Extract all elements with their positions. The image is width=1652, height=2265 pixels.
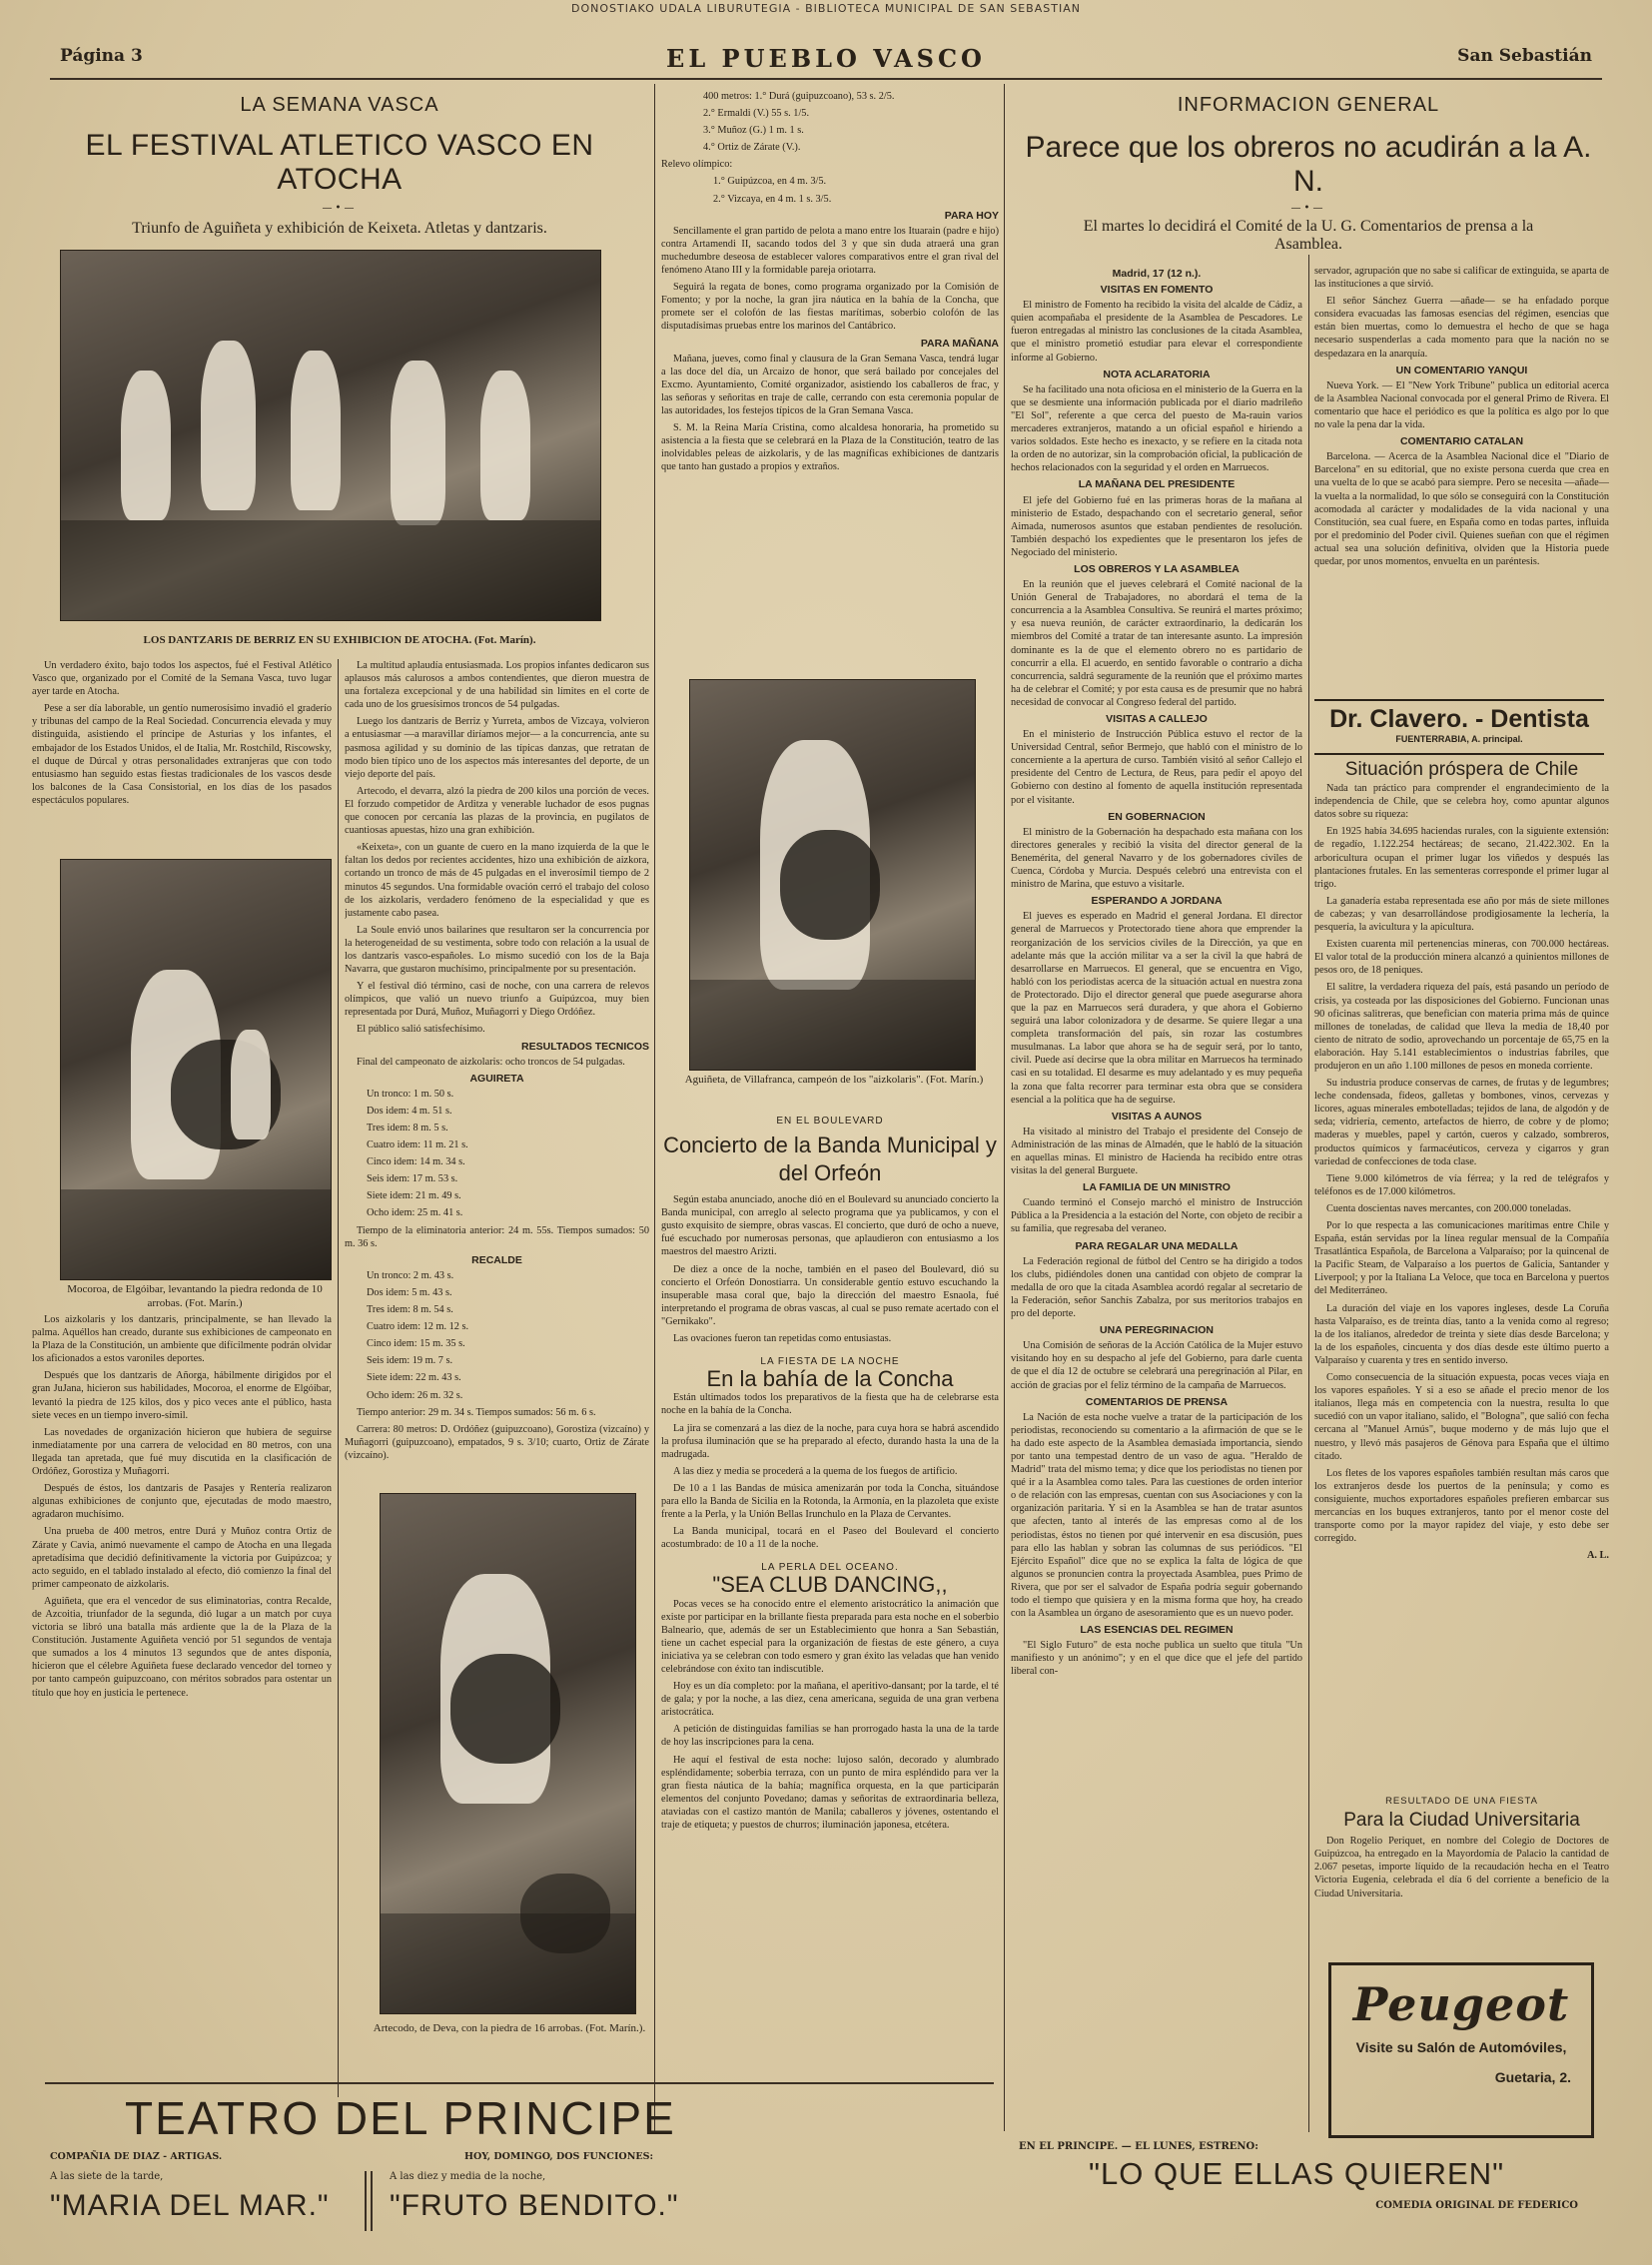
- para-manana: PARA MAÑANA: [920, 337, 999, 350]
- photo-caption: Mocoroa, de Elgóibar, levantando la piedra redonda de 10 arrobas. (Fot. Marín.): [67, 1283, 323, 1309]
- paragraph: Seguirá la regata de bones, como programa organizado por la Comisión de Fomento; y por la noche, la gran jira náutica en la bahía de la Concha, que promete ser el colofón de las fiestas marítimas, soberbio colofón de las disputadísimas pruebas entre los marinos del Cantábrico.: [661, 282, 999, 333]
- result-line: Dos idem: 5 m. 43 s.: [367, 1286, 452, 1298]
- paragraph: Pese a ser día laborable, un gentío numerosísimo invadió el graderío y tribunas del campo de la Real Sociedad. Concurrencia elevada y muy distinguida, asistiendo el príncipe de Asturias y los infantes, el embajador de los Estados Unidos, el de Italia, Mr. Rostchild, Riscowsky, el duque de Dúrcal y otras personalidades extranjeras que con todo entusiasmo han seguido estas fiestas tradicionales de los vascos desde los balcones de la Casa Consistorial, en los días de los pasados espectáculos populares.: [32, 703, 332, 806]
- paragraph: En el ministerio de Instrucción Pública estuvo el rector de la Universidad Central, señor Bermejo, que habló con el ministro de lo concerniente a la apertura de curso. También visitó al señor Callejo el presidente del Centro de Lectura, de Reus, para pedir el apoyo del Gobierno con destino al fomento de aquella institución representada por el visitante.: [1011, 729, 1302, 806]
- aguireta-total: Tiempo de la eliminatoria anterior: 24 m. 55s. Tiempos sumados: 50 m. 36 s.: [345, 1224, 649, 1249]
- paragraph: Están ultimados todos los preparativos de la fiesta que ha de celebrarse esta noche en la bahía de la Concha.: [661, 1392, 999, 1417]
- aguireta-results: [345, 1088, 649, 1220]
- fiesta-section: RESULTADO DE UNA FIESTA: [1385, 1796, 1538, 1807]
- header-rule: [50, 78, 1602, 80]
- subtitle: LOS OBREROS Y LA ASAMBLEA: [1074, 562, 1239, 575]
- subtitle: LAS ESENCIAS DEL REGIMEN: [1080, 1624, 1234, 1637]
- subtitle: COMENTARIOS DE PRENSA: [1085, 1395, 1229, 1408]
- paragraph: La ganadería estaba representada ese año por más de siete millones de cabezas; y van desarrollándose prodigiosamente la lechería, la pesquería, la avicultura y la apicultura.: [1314, 895, 1609, 934]
- paragraph: Pocas veces se ha conocido entre el elemento aristocrático la animación que existe por participar en la brillante fiesta preparada para esta noche en el soberbio Balneario, que, además de ser un Establecimiento que honra a San Sebastián, tiene un cachet especial para la organización de fiestas de este género, a cuya iniciativa ya se celebran con todo esmero y gran éxito las veladas que han venido celebrándose con éxito tan indiscutible.: [661, 1598, 999, 1675]
- paragraph: Luego los dantzaris de Berriz y Yurreta, ambos de Vizcaya, volvieron a entusiasmar —a maravillar diríamos mejor— a la concurrencia, ante su pasmosa agilidad y su dominio de las típicas danzas, que retratan de modo bien típico uno de los aspectos más interesantes del deporte, de un viejo deporte del país.: [345, 716, 649, 780]
- photo-artecodo: [380, 1493, 636, 2014]
- estreno-ad: [1009, 2137, 1608, 2262]
- result-line: 2.° Ermaldi (V.) 55 s. 1/5.: [703, 108, 810, 120]
- paragraph: Un verdadero éxito, bajo todos los aspectos, fué el Festival Atlético Vasco que, organizado por el Comité de la Semana Vasca, tuvo lugar ayer tarde en Atocha.: [32, 660, 332, 698]
- paragraph: Mañana, jueves, como final y clausura de la Gran Semana Vasca, tendrá lugar a las doce del día, un Arcaizo de honor, que será bailado por concejales del Excmo. Ayuntamiento, Comité organizador, asistiendo los caballeros de frac, y las señoras y señoritas en traje de calle, cerrando con esta ceremonia popular de las autoridades, los festejos típicos de la Gran Semana Vasca.: [661, 353, 999, 416]
- column-rule: [654, 84, 655, 2131]
- column-rule: [338, 659, 339, 2097]
- paragraph: Una Comisión de señoras de la Acción Católica de la Mujer estuvo visitando hoy en su despacho al jefe del Gobierno, para darle cuenta de que el día 12 de octubre se celebrará una peregrinación al Pilar, en acción de gracias por el feliz término de la campaña de Marruecos.: [1011, 1340, 1302, 1391]
- paragraph: Los fletes de los vapores españoles también resultan más caros que los extranjeros desde los puertos de la península; y como es consiguiente, muchos exportadores españoles prefieren embarcar sus mercancías en los buques extranjeros, tanto por el menor coste del transporte como por la mayor rapidez del viaje, y esto debe ser corregido.: [1314, 1467, 1609, 1545]
- functions-today: HOY, DOMINGO, DOS FUNCIONES:: [464, 2151, 653, 2162]
- banner-rule: [45, 2082, 994, 2084]
- result-line: 1.° Guipúzcoa, en 4 m. 3/5.: [713, 176, 827, 188]
- paragraph: Por lo que respecta a las comunicaciones marítimas entre Chile y España, están servidas por la línea regular mensual de la Compañía Trasatlántica Española, de Barcelona a Valparaíso; por la quincenal de la Pacific Steam, de Valparaíso a los puertos de Galicia, Santander y Liverpool; y por la Italiana La Veloce, que toca en Barcelona y puertos del Mediterráneo.: [1314, 1220, 1609, 1297]
- paragraph: Sencillamente el gran partido de pelota a mano entre los Ituarain (padre e hijo) contra Artamendi II, sacando todos del 3 y que sin duda atraerá una gran muchedumbre deseosa de establecer valores comparativos entre el gran rival del fenómeno Atano III y la formidable pareja oriotarra.: [661, 225, 999, 277]
- seaclub-headline: "SEA CLUB DANCING,,: [712, 1572, 948, 1598]
- right-column-2-univ: [1314, 1793, 1609, 1957]
- paragraph: La multitud aplaudía entusiasmada. Los propios infantes dedicaron sus aplausos más calurosos a ambos contendientes, que dieron muestra de una fortaleza excepcional y de una habilidad sin límites en el corte de cada uno de los gruesísimos troncos de 54 pulgadas.: [345, 660, 649, 711]
- result-line: Un tronco: 1 m. 50 s.: [367, 1088, 454, 1100]
- paragraph: El jefe del Gobierno fué en las primeras horas de la mañana al ministerio de Estado, despachando con el secretario general, señor Aimada, numerosos asuntos que estaban pendientes de resolución. También despachó los expedientes que le presentaron los jefes de Negociado del ministerio.: [1011, 494, 1302, 558]
- result-line: Dos idem: 4 m. 51 s.: [367, 1105, 452, 1117]
- right-column-2-top: [1314, 265, 1609, 694]
- subtitle: VISITAS A AUNOS: [1111, 1110, 1203, 1123]
- ad-address: FUENTERRABIA, A. principal.: [1395, 734, 1523, 744]
- result-line: 400 metros: 1.° Durá (guipuzcoano), 53 s. 2/5.: [703, 91, 895, 102]
- paragraph: En 1925 había 34.695 haciendas rurales, con la siguiente extensión: de regadío, 1.122.254 hectáreas; de secano, 21.422.302. En la arboricultura ocupan el primer lugar los viñedos y después las plantaciones frutales. En las sementeras corresponde el primer lugar al trigo.: [1314, 826, 1609, 890]
- paragraph: De diez a once de la noche, también en el paseo del Boulevard, dió su concierto el Orfeón Donostiarra. Un considerable gentío estuvo escuchando la insuperable masa coral que, bajo la dirección del maestro Esnaola, fué interpretando el programa de obras vascas, al cual se puso remate acertado con el "Gernikako".: [661, 1263, 999, 1327]
- result-line: Tres idem: 8 m. 5 s.: [367, 1123, 448, 1133]
- paragraph: "El Siglo Futuro" de esta noche publica un suelto que titula "Un manifiesto y un anónimo"; y en el que dice que el jefe del partido liberal con-: [1011, 1640, 1302, 1678]
- photo-caption: LOS DANTZARIS DE BERRIZ EN SU EXHIBICION DE ATOCHA. (Fot. Marín).: [143, 634, 536, 646]
- paragraph: La Soule envió unos bailarines que resultaron ser la concurrencia por la heterogeneidad de su vestimenta, sobre todo con relación a la usual de los dantzaris vasco-españoles. Lo mismo sucedió con los de la Baja Navarra, que gustaron muchísimo, principalmente por su presentación.: [345, 924, 649, 976]
- right-story-header: [1009, 90, 1608, 260]
- boulevard-section: EN EL BOULEVARD: [776, 1116, 884, 1127]
- paragraph: Nueva York. — El "New York Tribune" publica un editorial acerca de la Asamblea Nacional convocada por el general Primo de Rivera. El comentario que hace el periódico es que la política es algo por lo que no vale la pena dar la vida.: [1314, 379, 1609, 431]
- paragraph: El salitre, la verdadera riqueza del país, está pasando un período de crisis, ya costeada por las disposiciones del Gobierno. Funcionan unas 90 oficinas salitreras, que benefician con materia prima más de quince millones de toneladas, de calidad que lleva la media de 18,40 por ciento de nitrato de sodio, aprovechando un porcentaje de 65,75 en la elaboración. Hay 5.141 establecimientos o industrias fabriles, que produjeron en un año 1.100 millones de pesos en moneda corriente.: [1314, 982, 1609, 1072]
- concha-headline: En la bahía de la Concha: [706, 1366, 954, 1392]
- paragraph: El señor Sánchez Guerra —añade— se ha enfadado porque considera evacuadas las famosas esencias del régimen, esencias que están bien muertas, como lo demuestra el hecho de que se haga necesario suspenderlas a cada momento para que la nación no se despedazara en la anarquía.: [1314, 296, 1609, 360]
- column-rule: [1004, 84, 1005, 2131]
- paragraph: Barcelona. — Acerca de la Asamblea Nacional dice el "Diario de Barcelona" en su editorial, que no existe persona cuerda que crea en una vuelta de lo que se acabó para siempre. Pero se necesita —añade— la vuelta a la normalidad, lo que sólo se conseguirá con la Constitución acomodada al carácter y modalidades de la vida nacional y una Constitución, sea cual fuere, en España como en todas partes, influida por el predominio del Poder civil. Quienes sueñan con que el régimen actual sea una solución definitiva, olviden que la Historia puede quedar, por unos momentos, envuelta en un paréntesis.: [1314, 451, 1609, 567]
- dentist-ad: [1314, 699, 1604, 755]
- paragraph: Ha visitado al ministro del Trabajo el presidente del Consejo de Administración de las minas de Almadén, que le habló de la situación en aquellas minas. El ministro de Hacienda ha recibido entre otras visitas la del general Burguete.: [1011, 1126, 1302, 1177]
- paragraph: Hoy es un día completo: por la mañana, el aperitivo-dansant; por la tarde, el té de gala; y por la noche, a las diez, cena americana, seguida de una gran verbena aristocrática.: [661, 1681, 999, 1719]
- paragraph: Aguiñeta, que era el vencedor de sus eliminatorias, contra Recalde, de Azcoitia, triunfador de la segunda, dió lugar a un match por cuya victoria se libró una batalla más ardiente que la de la Plaza de la Constitución. Justamente Aguiñeta venció por 51 segundos de ventaja que sumados a los 4 minutos 13 segundos que de antes disponía, hicieron que el célebre Aguiñeta fuese declarado vencedor del torneo y por tanto campeón guipuzcoano, con méritos sobrados para ostentar un título que hoy en justicia le pertenece.: [32, 1595, 332, 1699]
- athletics-results: [661, 90, 999, 154]
- show2-title: "FRUTO BENDITO.": [390, 2189, 679, 2222]
- paragraph: Su industria produce conservas de carnes, de frutas y de legumbres; leche condensada, fideos, galletas y bombones, vinos, cervezas y licores, aguas minerales embotelladas; tejidos de lana, de algodón y de seda; vidriería, cemento, artefactos de hierro, de cobre y de plomo; maderas y muebles, papel y cartón, cueros y calzado, sombreros, productos químicos y farmacéuticos, cerveza y cigarros y gran variedad de confecciones de toda clase.: [1314, 1078, 1609, 1167]
- result-line: Siete idem: 21 m. 49 s.: [367, 1190, 461, 1202]
- result-line: Tres idem: 8 m. 54 s.: [367, 1304, 453, 1316]
- subtitle: VISITAS A CALLEJO: [1106, 713, 1208, 725]
- para-hoy: PARA HOY: [944, 209, 999, 222]
- subtitle: VISITAS EN FOMENTO: [1100, 284, 1214, 297]
- estreno-sub: COMEDIA ORIGINAL DE FEDERICO: [1375, 2200, 1578, 2211]
- subtitle: EN GOBERNACION: [1108, 810, 1206, 823]
- result-line: 4.° Ortiz de Zárate (V.).: [703, 142, 801, 154]
- headline: Parece que los obreros no acudirán a la A. N.: [1025, 131, 1592, 198]
- paragraph: Los aizkolaris y los dantzaris, principalmente, se han llevado la palma. Aquéllos han creado, durante sus exhibiciones de campeonato en la Plaza de la Constitución, un ambiente que difícilmente podrán olvidar los aficionados a estos varoniles deportes.: [32, 1314, 332, 1365]
- paragraph: A las diez y media se procederá a la quema de los fuegos de artificio.: [673, 1465, 958, 1477]
- left-column-1-top: [32, 659, 332, 859]
- result-line: Cuatro idem: 12 m. 12 s.: [367, 1321, 469, 1333]
- result-line: 2.° Vizcaya, en 4 m. 1 s. 3/5.: [713, 193, 832, 205]
- dateline: Madrid, 17 (12 n.).: [1112, 268, 1202, 280]
- teatro-title: TEATRO DEL PRINCIPE: [125, 2092, 676, 2144]
- peugeot-logo: Peugeot: [1352, 1977, 1570, 2031]
- results-title: RESULTADOS TECNICOS: [521, 1040, 649, 1053]
- section-title: INFORMACION GENERAL: [1177, 94, 1440, 116]
- paragraph: Artecodo, el devarra, alzó la piedra de 200 kilos una porción de veces. El forzudo competidor de Arditza y venerable luchador de esos pugnas que conocen por cercanía las plazas de la provincia, en pugilatos de cuantiosas apuestas, hizo una gran exhibición.: [345, 785, 649, 837]
- paragraph: «Keixeta», con un guante de cuero en la mano izquierda de la que le faltan los dedos por recientes accidentes, hizo una exhibición de aizkora, cortando un tronco de más de 45 pulgadas en el inverosímil tiempo de 2 minutos 45 segundos. Una formidable ovación cerró el trabajo del coloso de los aizkolaris, verdadero fenómeno de la especialidad y que es justamente cabo pasea.: [345, 842, 649, 919]
- section-title: LA SEMANA VASCA: [240, 94, 439, 116]
- photo-aguineta: [689, 679, 976, 1071]
- recalde-title: RECALDE: [471, 1253, 522, 1266]
- paragraph: El público salió satisfechísimo.: [357, 1024, 485, 1036]
- carrera-result: Carrera: 80 metros: D. Ordóñez (guipuzcoano), Gorostiza (vizcaíno) y Muñagorri (guipuzcoano), empatados, 9 s. 3/10; cuarto, Ortiz de Zárate (vizcaíno).: [345, 1423, 649, 1461]
- paragraph: El ministro de Fomento ha recibido la visita del alcalde de Cádiz, a quien acompañaba el presidente de la Asamblea de Pescadores. Le fueron entregadas al ministro las conclusiones de la citada Asamblea, que el ministro prometió estudiar para elevar el correspondiente informe al Gobierno.: [1011, 300, 1302, 364]
- concert-headline: Concierto de la Banda Municipal y del Orfeón: [663, 1132, 997, 1186]
- univ-headline: Para la Ciudad Universitaria: [1343, 1810, 1580, 1832]
- paragraph: Según estaba anunciado, anoche dió en el Boulevard su anunciado concierto la Banda municipal, con arreglo al selecto programa que ya publicamos, y con el gusto exquisito de siempre, obras vascas. El concierto, que duró de ocho a nueve, fué escuchado por numerosas personas, que aplaudieron con entusiasmo a los maestros del maestro Arizti.: [661, 1194, 999, 1258]
- noche-section: LA FIESTA DE LA NOCHE: [760, 1356, 900, 1368]
- paragraph: Nada tan práctico para comprender el engrandecimiento de la independencia de Chile, que se celebra hoy, como apuntar algunos datos sobre su riqueza:: [1314, 783, 1609, 821]
- middle-column-top: [661, 90, 999, 669]
- show1-title: "MARIA DEL MAR.": [50, 2189, 330, 2222]
- result-line: Cinco idem: 14 m. 34 s.: [367, 1156, 465, 1168]
- paragraph: S. M. la Reina María Cristina, como alcaldesa honoraria, ha prometido su asistencia a la fiesta que se celebrará en la Plaza de la Constitución, teatro de las inolvidables peleas de aizkolaris, y de las magníficas exhibiciones de dantzaris que tanto han gustado a propios y extraños.: [661, 422, 999, 473]
- subhead: Triunfo de Aguiñeta y exhibición de Keixeta. Atletas y dantzaris.: [132, 220, 547, 237]
- relevo-results: [661, 175, 999, 205]
- middle-column-bottom: [661, 1109, 999, 2122]
- ad-name: Dr. Clavero. - Dentista: [1329, 705, 1589, 733]
- divider: —•—: [1290, 203, 1326, 214]
- peugeot-ad: [1328, 1962, 1594, 2138]
- photo-mocoroa: [60, 859, 332, 1280]
- archive-stamp: DONOSTIAKO UDALA LIBURUTEGIA - BIBLIOTECA MUNICIPAL DE SAN SEBASTIAN: [571, 2, 1081, 15]
- result-line: Cuatro idem: 11 m. 21 s.: [367, 1139, 468, 1151]
- subtitle: UN COMENTARIO YANQUI: [1395, 364, 1528, 377]
- photo-caption: Artecodo, de Deva, con la piedra de 16 arrobas. (Fot. Marín.).: [373, 2022, 646, 2034]
- paragraph: La Federación regional de fútbol del Centro se ha dirigido a todos los clubs, pidiéndoles donen una cantidad con objeto de comprar la medalla de oro que la citada Asamblea acordó regalar al secretario de la Federación, señor Sanchís Zabalza, por sus meritorios trabajos en pro del deporte.: [1011, 1255, 1302, 1320]
- recalde-total: Tiempo anterior: 29 m. 34 s. Tiempos sumados: 56 m. 6 s.: [357, 1406, 596, 1418]
- result-line: Cinco idem: 15 m. 35 s.: [367, 1338, 465, 1350]
- chile-headline: Situación próspera de Chile: [1344, 759, 1579, 780]
- left-column-2: [345, 659, 649, 1488]
- subhead: El martes lo decidirá el Comité de la U. G. Comentarios de prensa a la Asamblea.: [1083, 218, 1534, 253]
- estreno-title: "LO QUE ELLAS QUIEREN": [1089, 2156, 1505, 2191]
- subtitle: NOTA ACLARATORIA: [1103, 368, 1211, 380]
- paragraph: En la reunión que el jueves celebrará el Comité nacional de la Unión General de Trabajadores, no abordará el tema de la concurrencia a la Asamblea Consultiva. Se reunirá el martes próximo; y esa nueva reunión, de carácter extraordinario, la dedicarán los miembros del Comité a tratar de tan interesante asunto. La impresión dominante es la de que el elemento obrero no es partidario de concurrir a ella. El acuerdo, en sentido favorable o contrario a dicha concurrencia, saldrá seguramente de la reunión que el próximo martes ha de celebrar el Comité; y por esta causa es de presumir que no habrá necesidad de convocar al Congreso federal del partido.: [1011, 579, 1302, 708]
- aguireta-title: AGUIRETA: [469, 1072, 524, 1085]
- banner-divider: [365, 2171, 367, 2231]
- city-name: San Sebastián: [1457, 46, 1592, 66]
- paragraph: Existen cuarenta mil pertenencias mineras, con 700.000 hectáreas. El valor total de la producción minera alcanzó a quinientos millones de pesos oro, de 18 peniques.: [1314, 939, 1609, 977]
- subtitle: PARA REGALAR UNA MEDALLA: [1075, 1239, 1239, 1252]
- paragraph: Como consecuencia de la situación expuesta, pocas veces viaja en los vapores españoles. Y si a eso se añade el precio menor de los italianos, llega más en competencia con la nuestra, resulta lo que sucedió con un vapor italiano, salido, el "Bologna", que salió con fecha cercana al "Manuel Arnús", buque moderno y de más lujo que el nuestro, y llevó más pasajeros de Génova para España que el último citado.: [1314, 1372, 1609, 1462]
- masthead: EL PUEBLO VASCO: [666, 44, 986, 73]
- paragraph: De 10 a 1 las Bandas de música amenizarán por toda la Concha, situándose para ello la Banda de Sicilia en la Rotonda, la Armonía, en la plazoleta que existe frente a la Perla, y la Unión Bellas Irunchulo en la Plaza de Cervantes.: [661, 1482, 999, 1521]
- result-line: Ocho idem: 26 m. 32 s.: [367, 1389, 463, 1401]
- left-column-1-bottom: [32, 1313, 332, 2107]
- paragraph: La Banda municipal, tocará en el Paseo del Boulevard el concierto acostumbrado: de 10 a 11 de la noche.: [661, 1526, 999, 1551]
- peugeot-address: Guetaria, 2.: [1494, 2069, 1571, 2085]
- paragraph: La jira se comenzará a las diez de la noche, para cuya hora se habrá ascendido la profusa iluminación que se ha preparado al efecto, durando hasta la una de la madrugada.: [661, 1422, 999, 1460]
- paragraph: Las novedades de organización hicieron que hubiera de seguirse inmediatamente por una carrera de velocidad en 80 metros, con una llegada tan apretada, que fué muy discutida en la clasificación de Ordóñez, Gorostiza y Muñagorri.: [32, 1426, 332, 1478]
- teatro-ad: [45, 2087, 994, 2259]
- paragraph: Las ovaciones fueron tan repetidas como entusiastas.: [673, 1333, 892, 1345]
- result-line: Ocho idem: 25 m. 41 s.: [367, 1207, 463, 1219]
- perla-section: LA PERLA DEL OCEANO.: [761, 1562, 899, 1574]
- paragraph: Cuando terminó el Consejo marchó el ministro de Instrucción Pública a la Presidencia a la estación del Norte, con objeto de recibir a su familia, que regresaba del veraneo.: [1011, 1197, 1302, 1235]
- photo-dantzaris: [60, 250, 601, 621]
- banner-divider: [371, 2171, 373, 2231]
- subtitle: LA FAMILIA DE UN MINISTRO: [1083, 1181, 1231, 1194]
- result-line: Siete idem: 22 m. 43 s.: [367, 1372, 461, 1384]
- en-principe: EN EL PRINCIPE. — EL LUNES, ESTRENO:: [1019, 2141, 1258, 2152]
- result-line: Seis idem: 17 m. 53 s.: [367, 1173, 458, 1185]
- signature: A. L.: [1586, 1550, 1609, 1562]
- peugeot-line: Visite su Salón de Automóviles,: [1355, 2039, 1567, 2055]
- result-line: 3.° Muñoz (G.) 1 m. 1 s.: [703, 125, 804, 137]
- paragraph: A petición de distinguidas familias se han prorrogado hasta la una de la tarde de hoy las inscripciones para la cena.: [661, 1724, 999, 1749]
- paragraph: Después que los dantzaris de Añorga, hábilmente dirigidos por el gran JuJana, hicieron sus habilidades, Mocoroa, el enorme de Elgóibar, levantó la piedra de 125 kilos, dos y pico veces ante el público, hasta siete veces en un tiempo invero-símil.: [32, 1370, 332, 1421]
- photo-caption: Aguiñeta, de Villafranca, campeón de los "aizkolaris". (Fot. Marín.): [684, 1074, 984, 1086]
- paragraph: Tiene 9.000 kilómetros de vía férrea; y la red de telégrafos y teléfonos es de 17.000 kilómetros.: [1314, 1172, 1609, 1197]
- paragraph: El jueves es esperado en Madrid el general Jordana. El director general de Marruecos y Protectorado tiene ahora que emprender la reorganización de los servicios civiles de la Dirección, ya que en adelante más que la acción militar va a ser la civil la que habrá de desarrollarse en Marruecos. El general, que se encuentra en Vigo, habló con los periodistas acerca de la situación actual en nuestra zona de Protectorado. Dijo el director general que puede asegurarse ahora que la paz en Marruecos será duradera, y que ahora el Gobierno seguirá una labor colonizadora y de desarme. Se quiere llegar a una completa transformación del país, sin rozar las costumbres musulmanas. La labor que ahora se ha de seguir será, por lo tanto, civil. Puede así decirse que la obra militar en Marruecos ha terminado casi en su totalidad. El desarme es muy adelantado y es muy pequeña la zona que falta recorrer para terminar esta obra que se considera esencial a la política que ha de seguirse.: [1011, 911, 1302, 1106]
- subtitle: LA MAÑANA DEL PRESIDENTE: [1078, 478, 1236, 491]
- column-rule: [1308, 255, 1309, 2132]
- paragraph: servador, agrupación que no sabe si calificar de extinguida, se aparta de las instituciones a que sirvió.: [1314, 266, 1609, 291]
- paragraph: Cuenta doscientas naves mercantes, con 200.000 toneladas.: [1326, 1202, 1572, 1214]
- paragraph: Después de éstos, los dantzaris de Pasajes y Rentería realizaron algunas exhibiciones de conjunto que, ejecutadas de modo maestro, agradaron muchísimo.: [32, 1483, 332, 1521]
- relevo-title: Relevo olímpico:: [661, 159, 733, 171]
- right-column-1: [1011, 265, 1302, 2132]
- paragraph: La Nación de esta noche vuelve a tratar de la participación de los periodistas, reconociendo su comentario a la afirmación de que se le ha dado este aspecto de la Asamblea demasiada importancia, siendo por tanto una tempestad dentro de un vaso de agua. "Heraldo de Madrid" trata del mismo tema; y dice que los periodistas no tienen por qué ir a la Asamblea como tales. Para las cuestiones de orden interior o de relación con las empresas, cuentan con sus Asociaciones y con la organización paritaria. Y si en la Asamblea se han de tratar asuntos que afecten, tanto al interés de las empresas como al de los periodistas, éstos no tienen por qué intervenir en esa discusión, pues para ello las hablan y sobran las columnas de sus periódicos. "El Ejército Español" dice que no se explica la falta de lógica de que algunos se pronuncien contra la proyectada Asamblea, pues Primo de Rivera, que por ser el salvador de España podría seguir gobernando todo el tiempo que quisiera y en la misma forma que hoy, ha creado con la Asamblea un órgano de asesoramiento que es un nuevo poder.: [1011, 1411, 1302, 1620]
- recalde-results: [345, 1269, 649, 1402]
- paragraph: He aquí el festival de esta noche: lujoso salón, decorado y alumbrado espléndidamente; soberbia terraza, con un punto de mira espléndido para ver la gran fiesta náutica de la bahía; magnífica orquesta, en la que participarán elementos del conjunto Povedano; damas y señoritas de extraordinaria belleza, ataviadas con el castizo mantón de Manila; caballeros y jóvenes, ostentando el traje de etiqueta; y puestos de churros; iluminación japonesa, etcétera.: [661, 1754, 999, 1832]
- right-column-2-chile: [1314, 757, 1609, 1786]
- result-line: Un tronco: 2 m. 43 s.: [367, 1269, 454, 1281]
- results-intro: Final del campeonato de aizkolaris: ocho troncos de 54 pulgadas.: [357, 1056, 625, 1068]
- paragraph: Don Rogelio Periquet, en nombre del Colegio de Doctores de Guipúzcoa, ha entregado en la Mayordomía de Palacio la cantidad de 2.067 pesetas, importe líquido de la recaudación hecha en el Teatro Victoria Eugenia, celebrada el día 6 del corriente a beneficio de la Ciudad Universitaria.: [1314, 1836, 1609, 1899]
- subtitle: UNA PEREGRINACION: [1100, 1324, 1214, 1337]
- subtitle: COMENTARIO CATALAN: [1399, 435, 1524, 448]
- subtitle: ESPERANDO A JORDANA: [1091, 895, 1223, 908]
- paragraph: El ministro de la Gobernación ha despachado esta mañana con los directores generales y recibió la visita del director general de la Benemérita, del general Navarro y de los gobernadores civiles de Cuenca, Córdoba y Murcia. Después celebró una entrevista con el ministro de Marina, que estuvo a visitarle.: [1011, 826, 1302, 891]
- show2-time: A las diez y media de la noche,: [390, 2171, 546, 2182]
- paragraph: Una prueba de 400 metros, entre Durá y Muñoz contra Ortiz de Zárate y Cavia, animó nuevamente el campo de Atocha en una llegada apretadísima que decidió definitivamente la victoria por Guipúzcoa; y acto seguido, en el tablado instalado al efecto, dió comienzo la final del primer campeonato de aizkolaris.: [32, 1526, 332, 1590]
- paragraph: Se ha facilitado una nota oficiosa en el ministerio de la Guerra en la que se desmiente una información publicada por el diario madrileño "El Sol", referente a que cerca del puesto de Ma-rauin varios mercaderes extranjeros, matando a un oficial español e hiriendo a varios soldados. Este hecho es inexacto, y se refiere en la citada nota la orden de no autorizar, sin la comprobación oficial, la publicación de hechos relacionados con la seguridad y el orden en Marruecos.: [1011, 383, 1302, 474]
- divider: —•—: [322, 203, 358, 214]
- result-line: Seis idem: 19 m. 7 s.: [367, 1355, 453, 1367]
- headline: EL FESTIVAL ATLETICO VASCO EN ATOCHA: [85, 129, 594, 196]
- paragraph: La duración del viaje en los vapores ingleses, desde La Coruña hasta Valparaíso, es de treinta días, tanto a la venida como al regreso; la de los italianos, alrededor de treinta y siete días desde Barcelona; y la de los españoles, cincuenta y dos días desde este último puerto a Valparaíso y cuarenta y tres en sentido inverso.: [1314, 1302, 1609, 1366]
- left-story-header: [30, 90, 649, 250]
- show1-time: A las siete de la tarde,: [50, 2171, 164, 2182]
- company: COMPAÑIA DE DIAZ - ARTIGAS.: [50, 2151, 223, 2162]
- paragraph: Y el festival dió término, casi de noche, con una carrera de relevos olímpicos, que valió un nuevo triunfo a Guipúzcoa, muy bien representada por Durá, Muñoz, Muñagorri y Diego Ordóñez.: [345, 981, 649, 1019]
- page-number: Página 3: [60, 46, 143, 66]
